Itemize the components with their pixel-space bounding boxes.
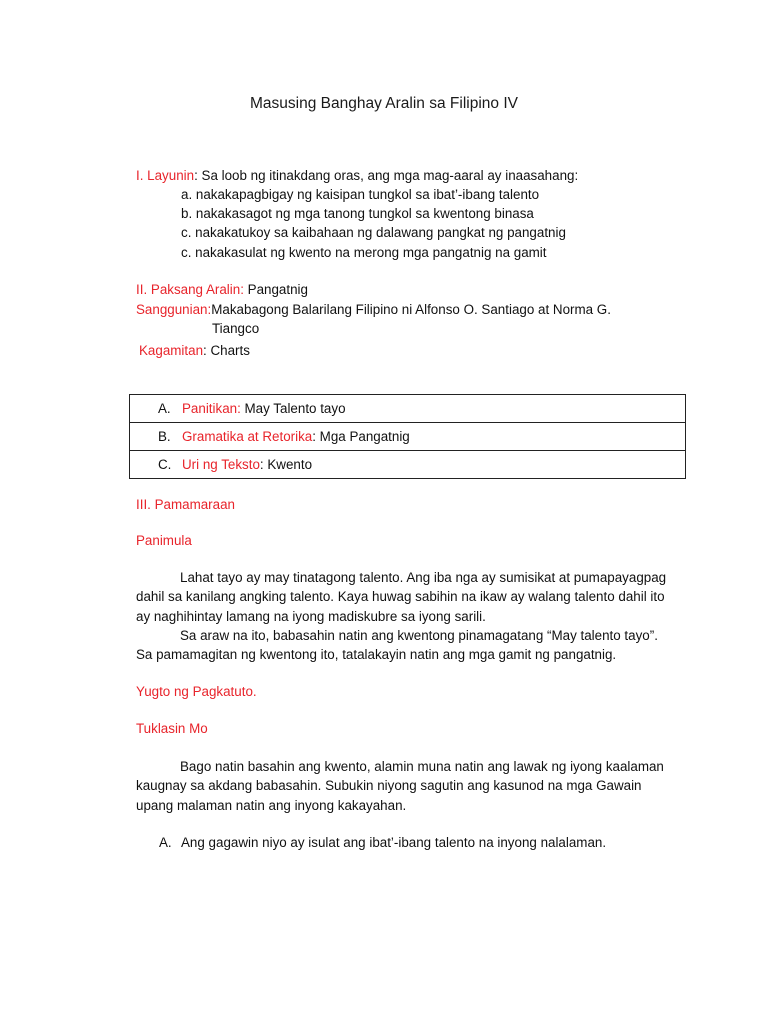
document-title: Masusing Banghay Aralin sa Filipino IV bbox=[250, 95, 518, 112]
table-row bbox=[130, 395, 686, 423]
layunin-label: I. Layunin bbox=[136, 168, 195, 183]
objective-b: b. nakakasagot ng mga tanong tungkol sa kwentong binasa bbox=[181, 206, 534, 221]
panimula-paragraph-1 bbox=[136, 568, 676, 626]
panimula-p2-text: Sa araw na ito, babasahin natin ang kwentong pinamagatang “May talento tayo”. Sa pamamagitan ng kwentong ito, tatalakayin natin ang mga gamit ng pangatnig. bbox=[136, 628, 658, 663]
table-row bbox=[130, 423, 686, 451]
tuklasin-heading: Tuklasin Mo bbox=[136, 721, 208, 736]
kagamitan-line bbox=[139, 342, 250, 359]
table-cell bbox=[130, 423, 686, 451]
row-value: : Kwento bbox=[259, 457, 313, 472]
panimula-paragraph-2 bbox=[136, 626, 676, 665]
content-table bbox=[129, 394, 686, 479]
row-label: Panitikan: bbox=[182, 401, 241, 416]
objective-a: a. nakakapagbigay ng kaisipan tungkol sa ibat’-ibang talento bbox=[181, 187, 540, 202]
sanggunian-line bbox=[136, 301, 611, 318]
sanggunian-line2: Tiangco bbox=[212, 321, 260, 336]
row-label: Gramatika at Retorika bbox=[182, 429, 313, 444]
yugto-heading: Yugto ng Pagkatuto. bbox=[136, 684, 257, 699]
row-letter: A. bbox=[158, 401, 171, 416]
panimula-p1-text: Lahat tayo ay may tinatagong talento. Ang iba nga ay sumisikat at pumapayagpag dahil sa kanilang angking talento. Kaya huwag sabihin na ikaw ay walang talento dahil ito ay naghihintay lamang na iyong madiskubre sa iyong sarili. bbox=[136, 570, 667, 624]
paksa-value: Pangatnig bbox=[243, 282, 308, 297]
kagamitan-value: : Charts bbox=[203, 343, 250, 358]
paksa-label: II. Paksang Aralin: bbox=[136, 282, 244, 297]
tuklasin-p1-text: Bago natin basahin ang kwento, alamin muna natin ang lawak ng iyong kaalaman kaugnay sa akdang babasahin. Subukin niyong sagutin ang kasunod na mga Gawain upang malaman natin ang inyong kakayahan. bbox=[136, 759, 664, 813]
sanggunian-value: Makabagong Balarilang Filipino ni Alfonso O. Santiago at Norma G. bbox=[211, 302, 611, 317]
panimula-heading: Panimula bbox=[136, 533, 192, 548]
layunin-intro: : Sa loob ng itinakdang oras, ang mga mag-aaral ay inaasahang: bbox=[194, 168, 579, 183]
table-row bbox=[130, 451, 686, 479]
task-a bbox=[159, 834, 606, 851]
kagamitan-label: Kagamitan bbox=[139, 343, 204, 358]
row-value: May Talento tayo bbox=[240, 401, 346, 416]
row-letter: C. bbox=[158, 457, 172, 472]
pamamaraan-heading: III. Pamamaraan bbox=[136, 497, 235, 512]
paksa-line bbox=[136, 281, 308, 298]
objective-c: c. nakakatukoy sa kaibahaan ng dalawang pangkat ng pangatnig bbox=[181, 225, 566, 240]
objective-d: c. nakakasulat ng kwento na merong mga pangatnig na gamit bbox=[181, 245, 547, 260]
layunin-line bbox=[136, 167, 578, 184]
row-value: : Mga Pangatnig bbox=[312, 429, 410, 444]
row-letter: B. bbox=[158, 429, 171, 444]
table-cell bbox=[130, 451, 686, 479]
tuklasin-paragraph bbox=[136, 757, 676, 815]
row-label: Uri ng Teksto bbox=[182, 457, 260, 472]
sanggunian-label: Sanggunian: bbox=[136, 302, 212, 317]
table-cell bbox=[130, 395, 686, 423]
task-letter: A. bbox=[159, 835, 172, 850]
task-text: Ang gagawin niyo ay isulat ang ibat’-ibang talento na inyong nalalaman. bbox=[181, 835, 607, 850]
